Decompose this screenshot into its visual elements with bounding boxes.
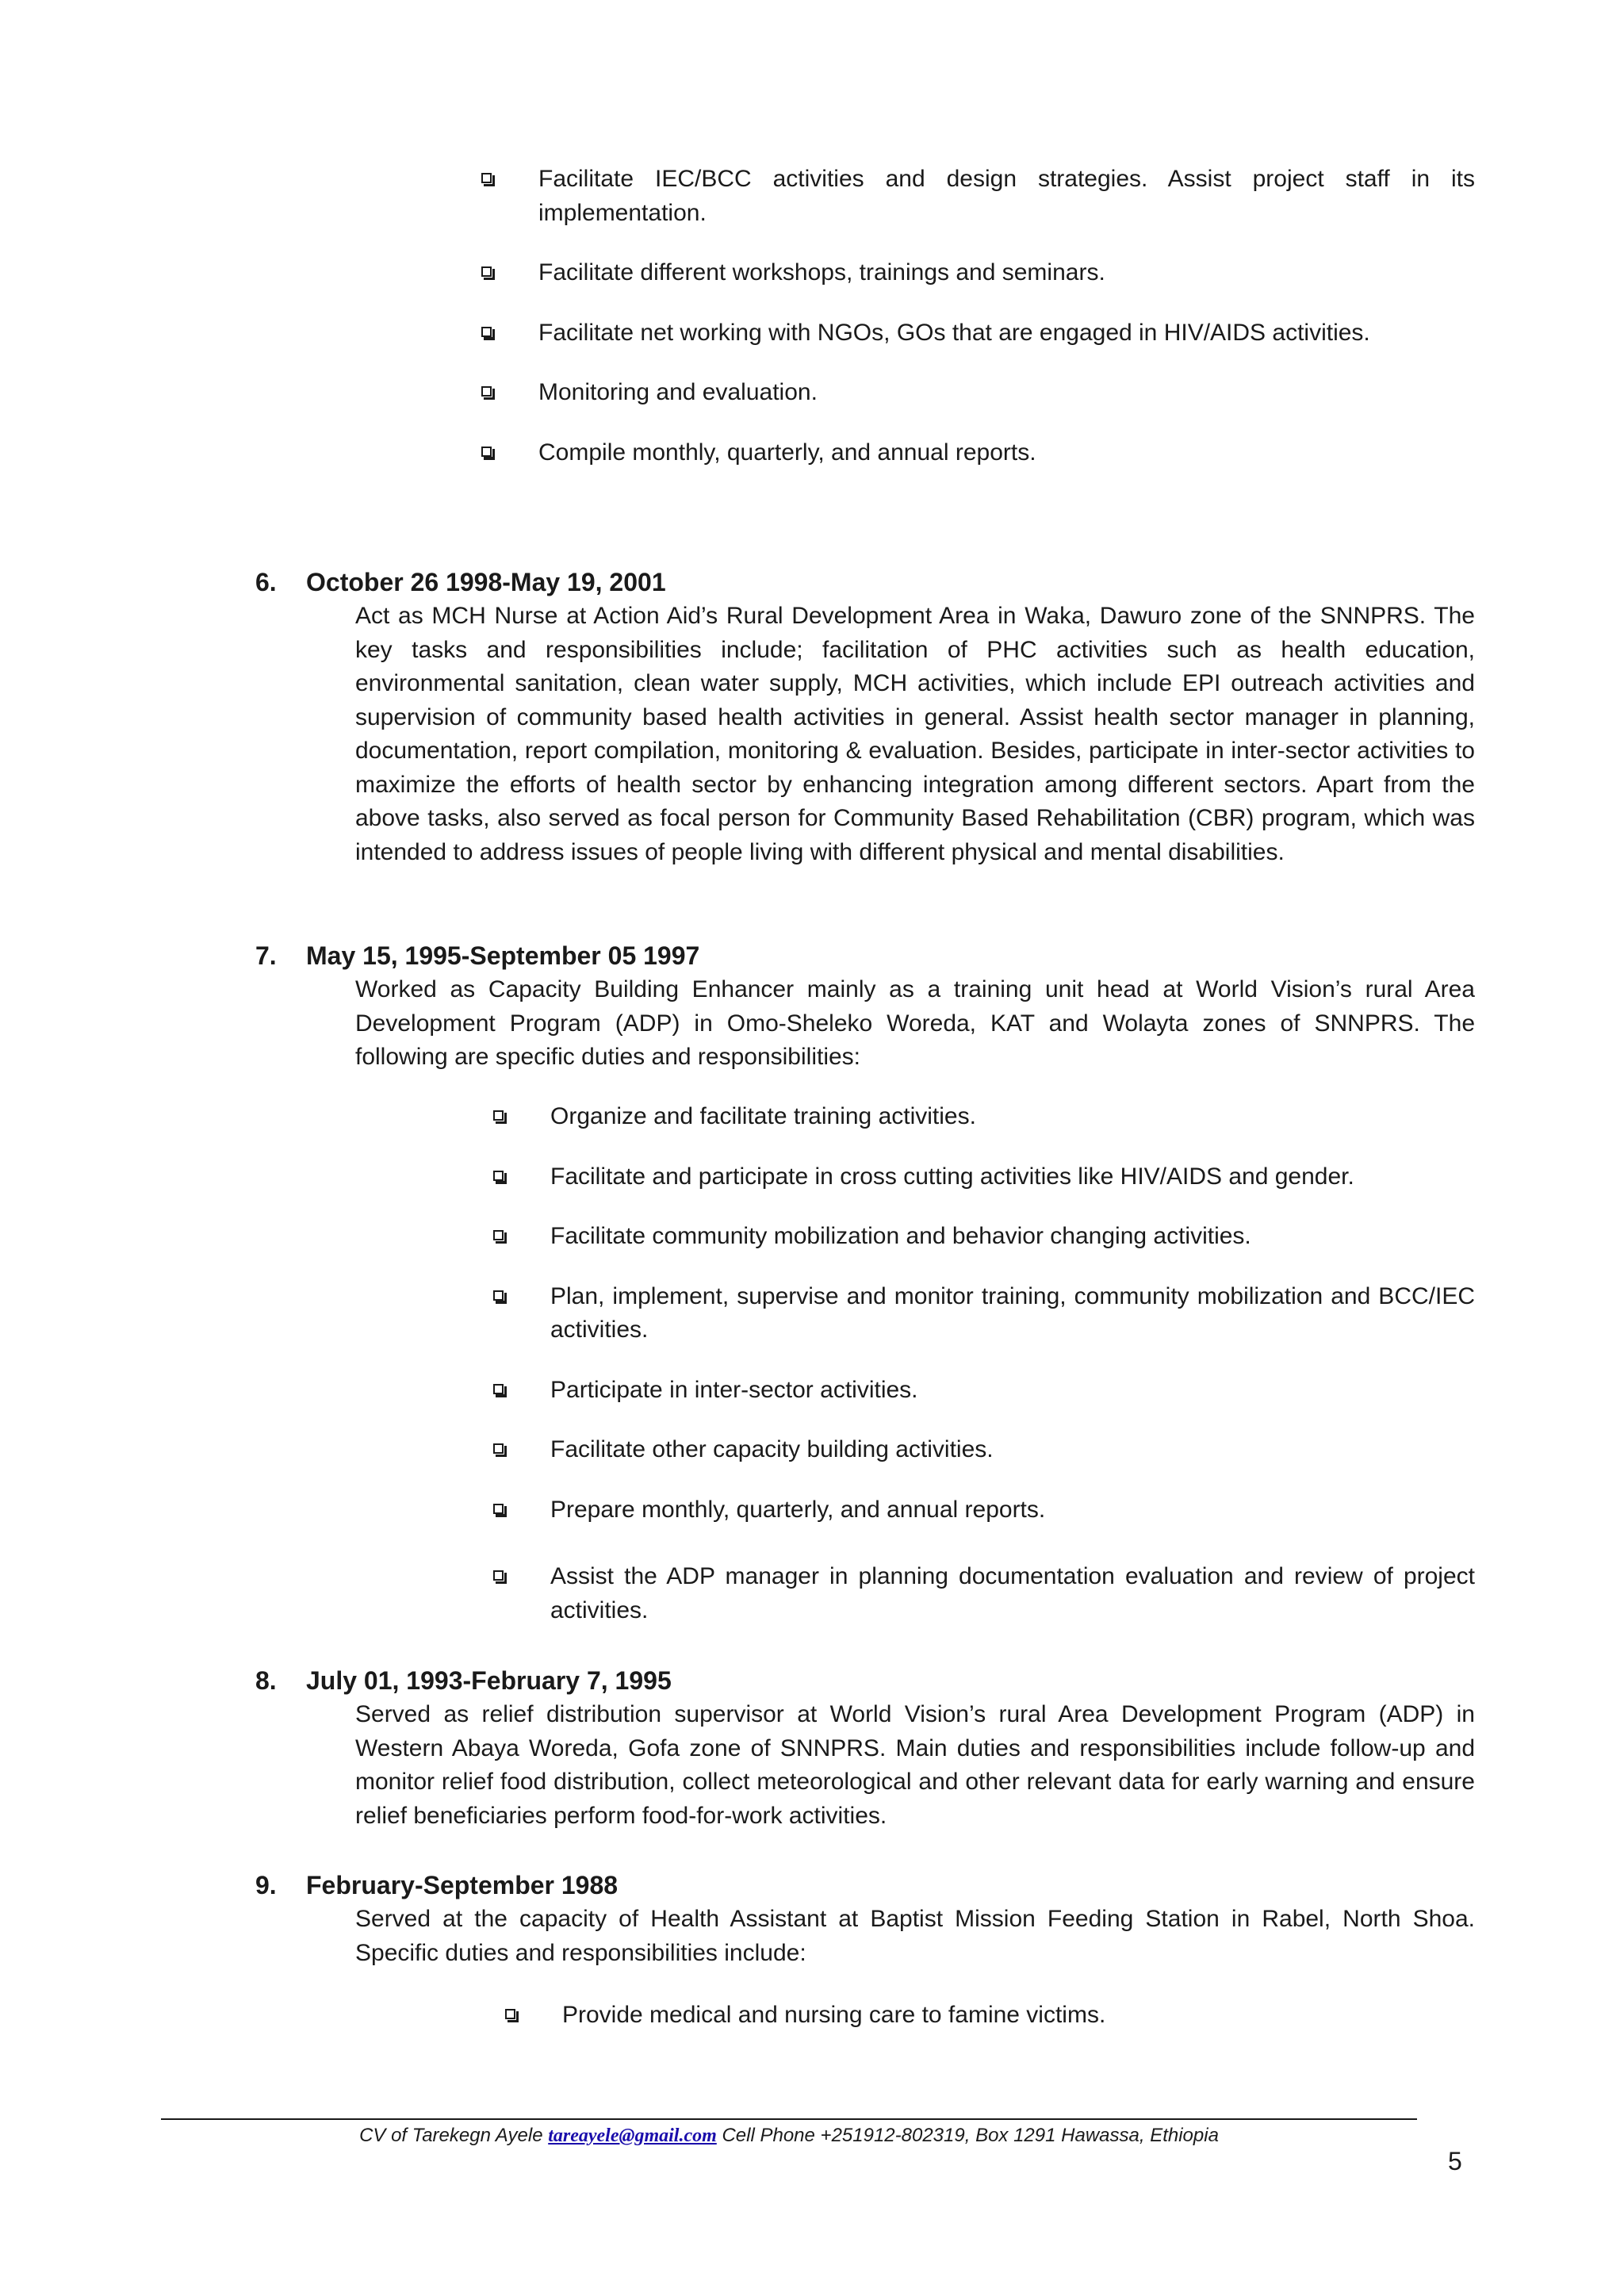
page-footer: [161, 2122, 1417, 2149]
section-heading: 6. October 26 1998-May 19, 2001: [255, 568, 666, 596]
footer-contact: Cell Phone +251912-802319, Box 1291 Hawassa, Ethiopia: [722, 2125, 1219, 2146]
list-item: Compile monthly, quarterly, and annual reports.: [478, 436, 1475, 470]
list-item: Organize and facilitate training activities.: [490, 1100, 1475, 1134]
list-item: Prepare monthly, quarterly, and annual reports.: [490, 1493, 1475, 1527]
top-bullet-list: [478, 163, 1475, 496]
list-item: Facilitate net working with NGOs, GOs that are engaged in HIV/AIDS activities.: [478, 316, 1475, 351]
section-body: Served at the capacity of Health Assistant at Baptist Mission Feeding Station in Rabel, North Shoa. Specific duties and responsibilities include:: [355, 1906, 1475, 1966]
list-item: Facilitate different workshops, trainings and seminars.: [478, 256, 1475, 290]
section-body: Act as MCH Nurse at Action Aid’s Rural Development Area in Waka, Dawuro zone of the SNNPRS. The key tasks and responsibilities include; facilitation of PHC activities such as health education, environmental sanitation, clean water supply, MCH activities, which include EPI outreach activities and supervision of community based health activities in general. Assist health sector manager in planning, documentation, report compilation, monitoring & evaluation. Besides, participate in inter-sector activities to maximize the efforts of health sector by enhancing integration among different sectors. Apart from the above tasks, also served as focal person for Community Based Rehabilitation (CBR) program, which was intended to address issues of people living with different physical and mental disabilities.: [355, 603, 1475, 865]
footer-divider: [161, 2118, 1417, 2120]
list-item: Monitoring and evaluation.: [478, 376, 1475, 410]
experience-section-6: [255, 565, 1475, 869]
list-item: Participate in inter-sector activities.: [490, 1374, 1475, 1408]
footer-prefix: CV of Tarekegn Ayele: [359, 2125, 543, 2146]
checkbox-bullet-icon: [493, 1230, 504, 1240]
section-body: Served as relief distribution supervisor at World Vision’s rural Area Development Program (ADP) in Western Abaya Woreda, Gofa zone of SNNPRS. Main duties and responsibilities include follow-up and monitor relief food distribution, collect meteorological and other relevant data for early warning and ensure relief beneficiaries perform food-for-work activities.: [355, 1701, 1475, 1829]
experience-section-8: [255, 1663, 1475, 1833]
list-item: Provide medical and nursing care to famine victims.: [502, 1999, 1475, 2033]
list-item: Facilitate community mobilization and behavior changing activities.: [490, 1220, 1475, 1254]
checkbox-bullet-icon: [493, 1443, 504, 1454]
checkbox-bullet-icon: [481, 447, 492, 457]
checkbox-bullet-icon: [493, 1504, 504, 1514]
checkbox-bullet-icon: [493, 1290, 504, 1301]
checkbox-bullet-icon: [481, 173, 492, 183]
checkbox-bullet-icon: [493, 1110, 504, 1121]
checkbox-bullet-icon: [493, 1171, 504, 1181]
list-item: Facilitate other capacity building activities.: [490, 1433, 1475, 1467]
checkbox-bullet-icon: [505, 2009, 515, 2019]
experience-section-7: [255, 938, 1475, 1075]
checkbox-bullet-icon: [493, 1384, 504, 1394]
section-body: Worked as Capacity Building Enhancer mainly as a training unit head at World Vision’s rural Area Development Program (ADP) in Omo-Sheleko Woreda, KAT and Wolayta zones of SNNPRS. The following are specific duties and responsibilities:: [355, 976, 1475, 1070]
checkbox-bullet-icon: [493, 1570, 504, 1581]
checkbox-bullet-icon: [481, 386, 492, 397]
section-7-bullet-list: [490, 1100, 1475, 1654]
experience-section-9: [255, 1868, 1475, 1970]
checkbox-bullet-icon: [481, 327, 492, 337]
section-heading: 7. May 15, 1995-September 05 1997: [255, 941, 700, 970]
footer-email-link[interactable]: tareayele@gmail.com: [548, 2125, 717, 2146]
section-heading: 9. February-September 1988: [255, 1871, 619, 1899]
list-item: Facilitate IEC/BCC activities and design strategies. Assist project staff in its implementation.: [478, 163, 1475, 230]
list-item: Facilitate and participate in cross cutting activities like HIV/AIDS and gender.: [490, 1160, 1475, 1194]
section-heading: 8. July 01, 1993-February 7, 1995: [255, 1666, 672, 1695]
list-item: Assist the ADP manager in planning documentation evaluation and review of project activities.: [490, 1560, 1475, 1627]
checkbox-bullet-icon: [481, 266, 492, 277]
section-9-bullet-list: [502, 1999, 1475, 2059]
page-number: 5: [1448, 2147, 1462, 2175]
list-item: Plan, implement, supervise and monitor training, community mobilization and BCC/IEC activities.: [490, 1280, 1475, 1347]
